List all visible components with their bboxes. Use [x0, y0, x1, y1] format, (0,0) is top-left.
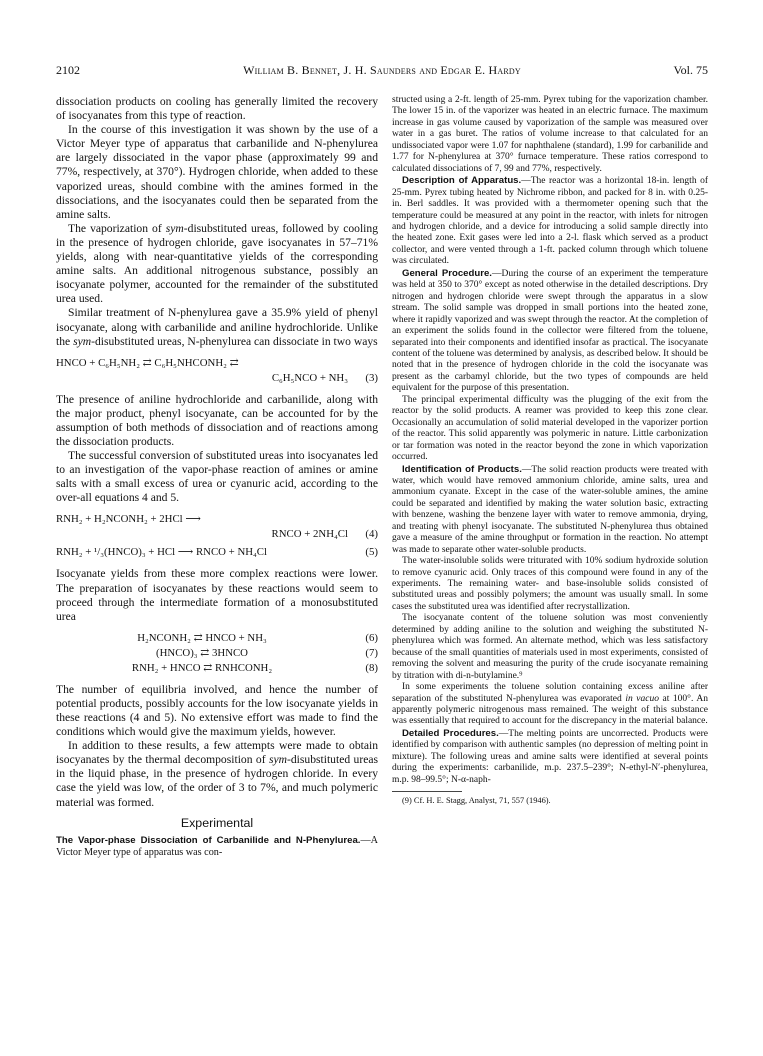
paragraph: dissociation products on cooling has generally limited the recovery of isocyanates from this type of reaction. — [56, 95, 378, 123]
equation-number: (6) — [365, 631, 378, 644]
footnote: (9) Cf. H. E. Stagg, Analyst, 71, 557 (1946). — [402, 796, 551, 806]
equation-number: (5) — [365, 546, 378, 559]
subsection-heading: General Procedure. — [402, 267, 492, 279]
right-column — [392, 95, 708, 1025]
paragraph: Similar treatment of N-phenylurea gave a 35.9% yield of phenyl isocyanate, along with carbanilide and aniline hydrochloride. Unlike the sym-disubstituted ureas, N-phenylurea can dissociate in two ways — [56, 306, 378, 348]
equation-number: (8) — [365, 661, 378, 674]
paragraph: The isocyanate content of the toluene solution was most conveniently determined by adding aniline to the solution and weighing the substituted N-phenylurea which was formed. An alternate method, which was less satisfactory because of the small quantities of materials used in most experiments, consisted of removing the solvent and measuring the purity of the crude isocyanate remaining by titration with di-n-butylamine.⁹ — [392, 613, 708, 681]
subsection-heading: Description of Apparatus. — [402, 175, 522, 187]
paragraph: Isocyanate yields from these more complex reactions were lower. The preparation of isocyanates by these reactions would seem to proceed through the intermediate formation of a monosubstituted urea — [56, 567, 378, 623]
running-head-authors: William B. Bennet, J. H. Saunders and Edgar E. Hardy — [243, 63, 521, 77]
equation-number: (3) — [365, 371, 378, 384]
paragraph: Description of Apparatus.—The reactor was a horizontal 18-in. length of 25-mm. Pyrex tubing heated by Nichrome ribbon, and packed for 8 in. with 0.25-in. Berl saddles. It was provided with a thermometer opening such that the temperature could be measured at any point in the reactor, with inlets for nitrogen and hydrogen chloride, and a device for introducing a solid sample directly into the heated zone. Exit gases were led into a 2-l. flask which served as a product collector, and were vented through a 1-ft. packed column through which toluene was circulated. — [392, 175, 708, 267]
subsection-heading: The Vapor-phase Dissociation of Carbanilide and N-Phenylurea. — [56, 834, 361, 846]
equation-number: (7) — [365, 646, 378, 659]
page-number: 2102 — [56, 63, 80, 77]
paragraph: In the course of this investigation it was shown by the use of a Victor Meyer type of apparatus that carbanilide and N-phenylurea are largely dissociated in the vapor phase (approximately 99 and 77%, respectively, at 370°). Hydrogen chloride, when added to these vaporized ureas, should combine with the amines formed in the dissociations, and the isocyanates could then be separated from the amine salts. — [56, 123, 378, 221]
left-column — [56, 95, 378, 1025]
paragraph: structed using a 2-ft. length of 25-mm. Pyrex tubing for the vaporization chamber. The lower 15 in. of the vaporizer was heated in an electric furnace. The maximum increase in gas volume caused by vaporization of the sample was measured over water in a gas buret. The ratios of volume increase to that calculated for an undissociated vapor were 1.07 for naphthalene (standard), 1.99 for carbanilide and 1.77 for N-phenylurea at 370° furnace temperature. These ratios correspond to calculated dissociations of 7, 99 and 77%, respectively. — [392, 95, 708, 174]
volume-label: Vol. 75 — [673, 63, 708, 77]
subsection-heading: Identification of Products. — [402, 463, 522, 475]
running-header — [56, 62, 708, 78]
paragraph: The presence of aniline hydrochloride and carbanilide, along with the major product, phenyl isocyanate, can be accounted for by the assumption of both methods of dissociation and of reactions among the dissociation products. — [56, 392, 378, 448]
equation-6-8: H₂NCONH₂ ⇄ HNCO + NH₃ (6) (HNCO)₃ ⇄ 3HNCO (7) RNH₂ + HNCO ⇄ RNHCONH₂ (8) — [131, 631, 378, 674]
subsection-heading: Detailed Procedures. — [402, 727, 499, 739]
equation-number: (4) — [365, 528, 378, 541]
paragraph: In some experiments the toluene solution containing excess aniline after separation of the substituted N-phenylurea was evaporated in vacuo at 100°. An apparently polymeric nitrogenous mass remained. The weight of this substance was essentially that required to account for the discrepancy in the material balance. — [392, 682, 708, 727]
paragraph: Identification of Products.—The solid reaction products were treated with water, which would have removed ammonium chloride, amine salts, urea and ammonium cyanate. Except in the case of the water-soluble amines, the amine could be separated and identified by making the water solution basic, extracting with benzene, washing the benzene layer with water to remove ammonia, drying, and treating with phenyl isocyanate. The substituted N-phenylurea thus obtained gave a measure of the amine throughput or formation in the reaction. No attempt was made to separate other water-soluble products. — [392, 463, 708, 555]
section-heading: Experimental — [180, 815, 254, 830]
footnote-divider — [392, 791, 462, 792]
paragraph: The successful conversion of substituted ureas into isocyanates led to an investigation of the vapor-phase reaction of amines or amine salts with a small excess of urea or cyanuric acid, according to the over-all equations 4 and 5. — [56, 449, 378, 505]
equation-5: RNH₂ + ¹/₃(HNCO)₃ + HCl ⟶ RNCO + NH₄Cl (5) — [56, 546, 378, 559]
paragraph: In addition to these results, a few attempts were made to obtain isocyanates by the thermal decomposition of sym-disubstituted ureas in the liquid phase, in the presence of hydrogen chloride. In every case the yield was low, of the order of 3 to 7%, and much polymeric material was formed. — [56, 739, 378, 809]
paragraph: The water-insoluble solids were triturated with 10% sodium hydroxide solution to remove cyanuric acid. Only traces of this compound were found in any of the experiments. The remaining water- and base-insoluble solids consisted of substituted ureas and possibly polymers; the amount was usually small. In some cases the substituted urea was identified after recrystallization. — [392, 556, 708, 612]
paragraph: The Vapor-phase Dissociation of Carbanilide and N-Phenylurea.—A Victor Meyer type of apparatus was con- — [56, 834, 378, 859]
paragraph: General Procedure.—During the course of an experiment the temperature was held at 350 to 370° except as noted otherwise in the detailed descriptions. Dry nitrogen and hydrogen chloride were swept through the apparatus in a slow stream. The solid sample was dropped in small portions into the heated zone, where it rapidly vaporized and was swept through the reactor. At the completion of an experiment the solids found in the collector were filtered from the toluene, separated into their components and identified insofar as practical. The isocyanate content of the toluene was determined by analysis, as described below. It should be noted that in the presence of hydrogen chloride in the cold the isocyanate was present as the carbamyl chloride, but the two types of compounds are held equivalent for the purpose of this presentation. — [392, 267, 708, 394]
equation-4: RNH₂ + H₂NCONH₂ + 2HCl ⟶ RNCO + 2NH₄Cl (4) — [56, 513, 378, 541]
paragraph: The number of equilibria involved, and hence the number of potential products, possibly accounts for the low isocyanate yields in these reactions (4 and 5). No extensive effort was made to find the conditions which would give the maximum yields, however. — [56, 682, 378, 739]
paragraph: The principal experimental difficulty was the plugging of the exit from the reactor by the solid products. A reamer was provided to keep this zone clear. Occasionally an accumulation of solid material developed in the vaporizer portion of the reactor. This solid apparently was polymeric in nature. Little carbonization or tar formation was noted in the reactor beyond the zone in which vaporization occurred. — [392, 394, 708, 463]
equation-3: HNCO + C₆H₅NH₂ ⇄ C₆H₅NHCONH₂ ⇄ C₆H₅NCO + NH₃ (3) — [56, 356, 378, 384]
paragraph: Detailed Procedures.—The melting points are uncorrected. Products were identified by comparison with authentic samples (no depression of melting point in mixture). The following ureas and amine salts were identified at several points during the experiments: carbanilide, m.p. 237.5–239°; N-ethyl-N′-phenylurea, m.p. 98–99.5°; N-α-naph- — [392, 727, 708, 785]
paragraph: The vaporization of sym-disubstituted ureas, followed by cooling in the presence of hydrogen chloride, gave isocyanates in 57–71% yields, along with near-quantitative yields of the corresponding amine salts. An additional nitrogenous substance, possibly an isocyanate polymer, accounted for the remainder of the substituted urea used. — [56, 221, 378, 306]
